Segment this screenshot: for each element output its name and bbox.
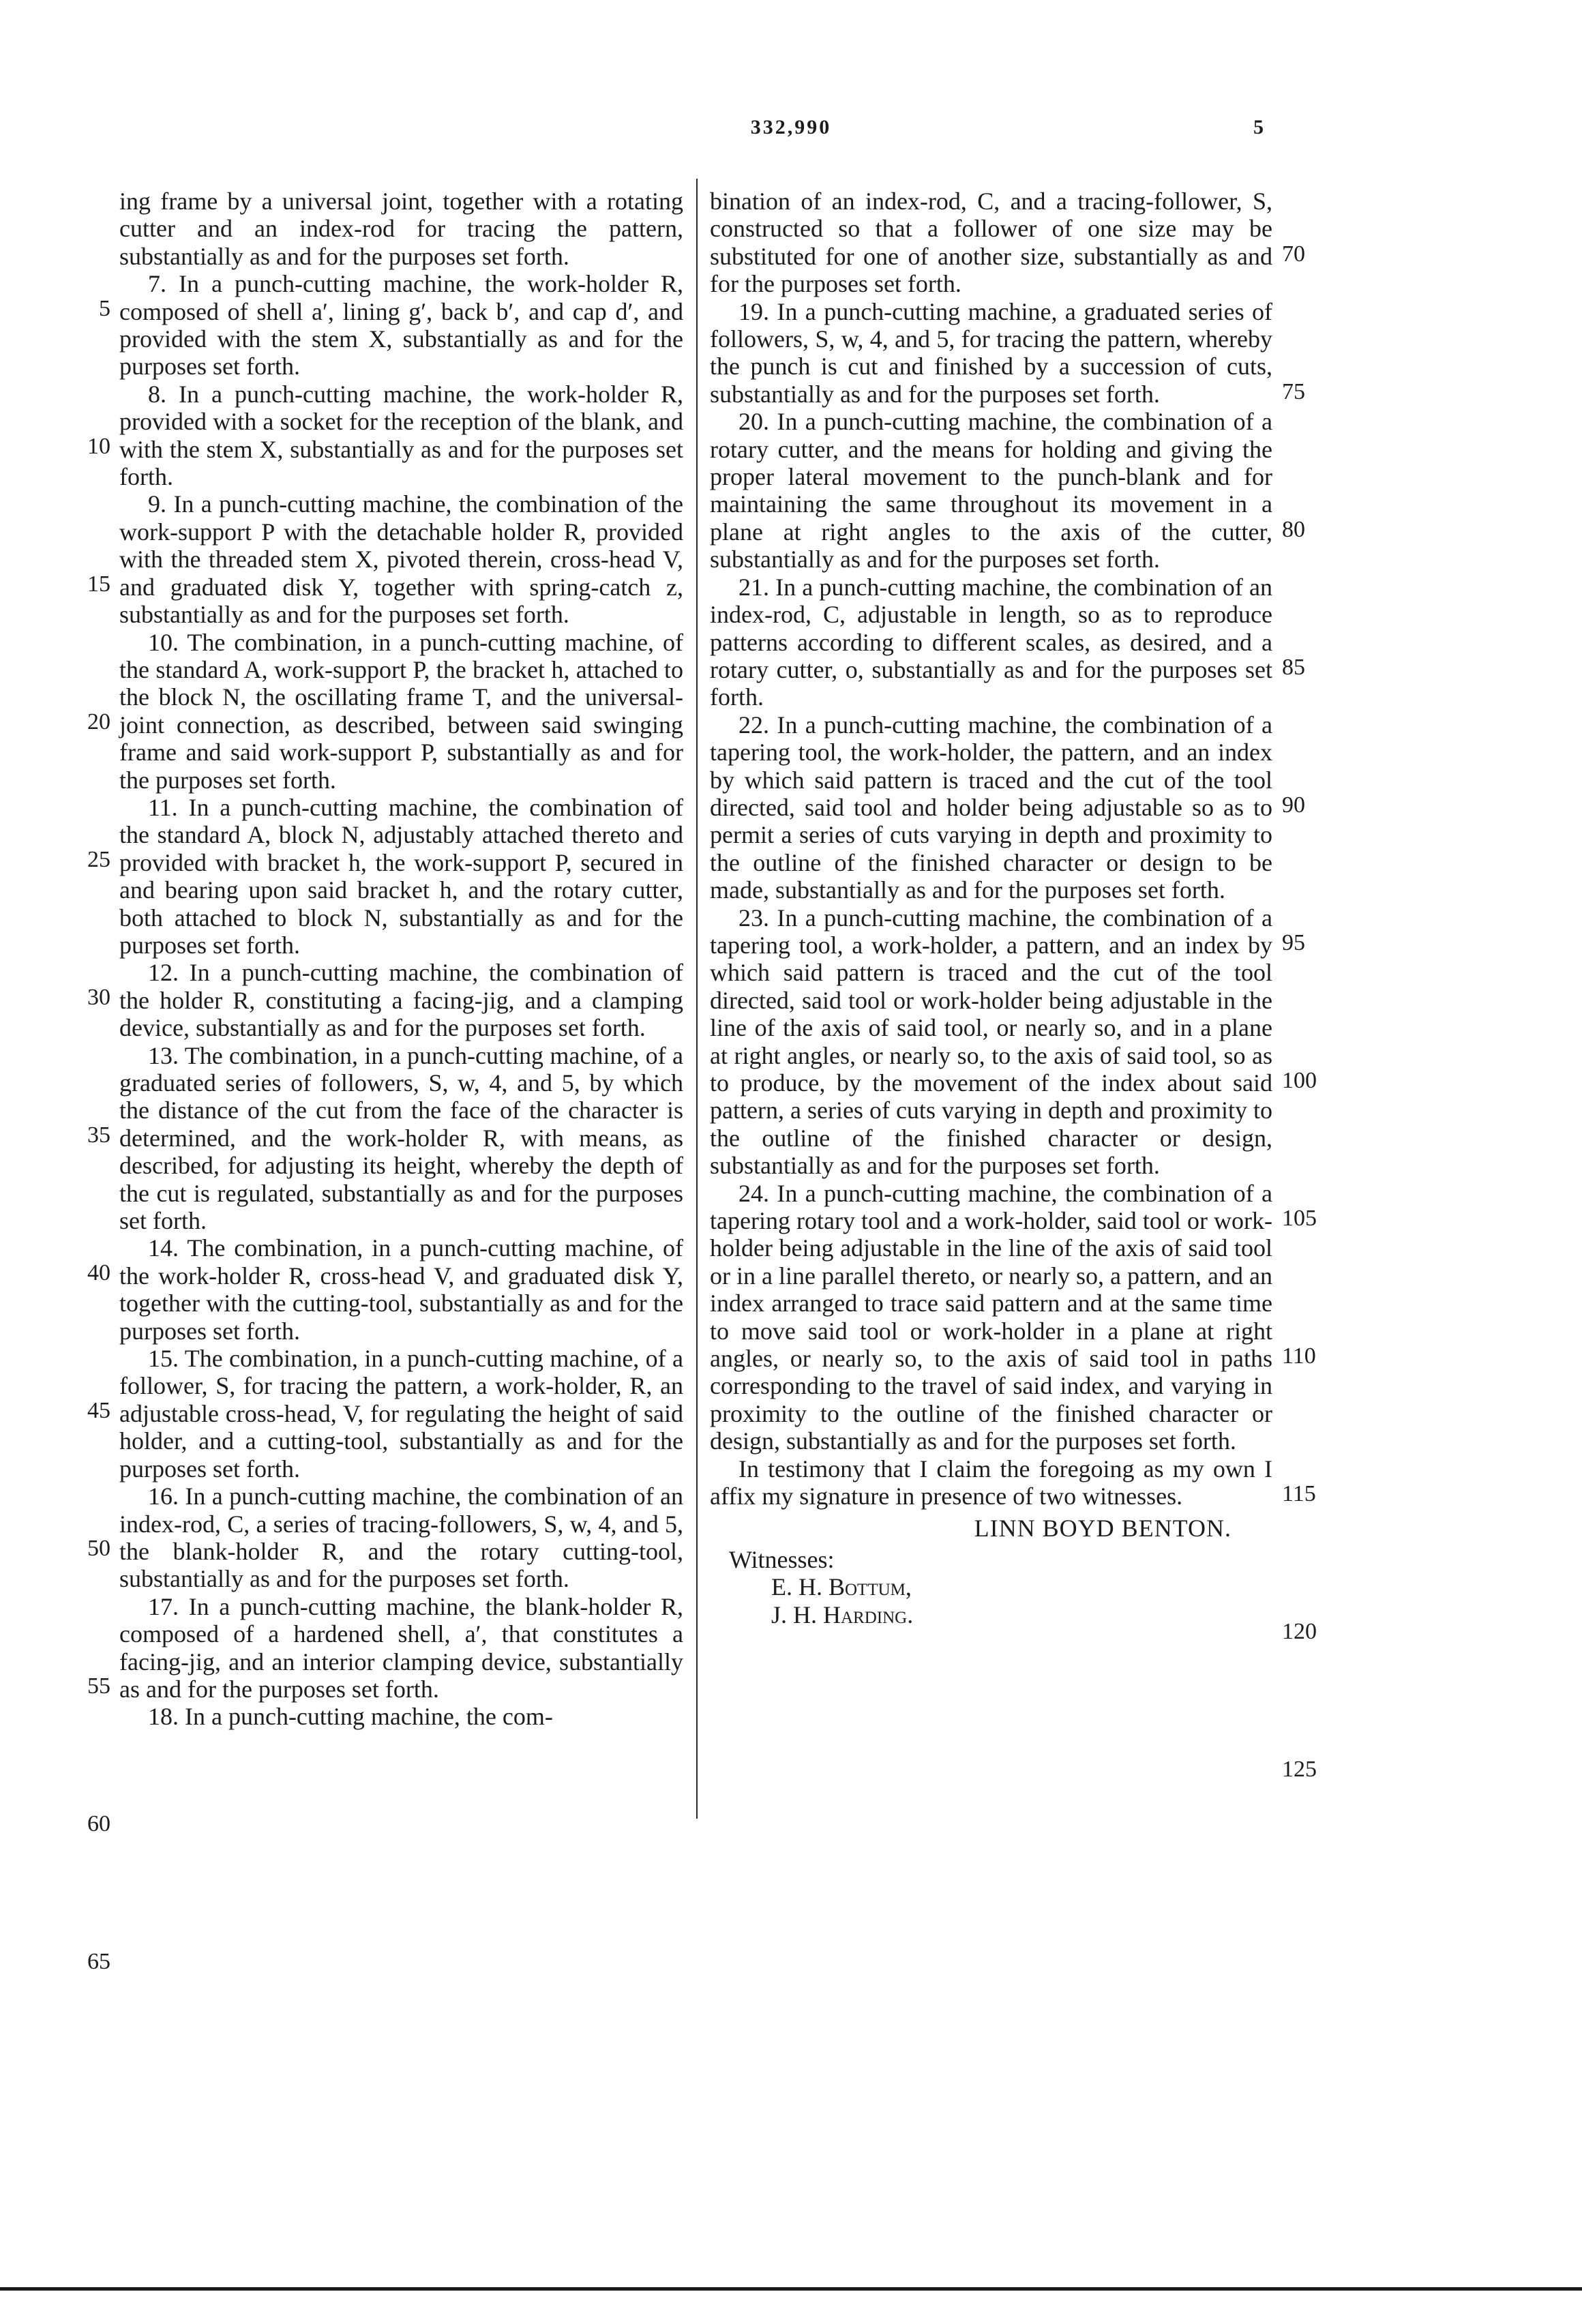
line-number: 105 <box>1282 1206 1317 1231</box>
line-number: 30 <box>87 985 110 1010</box>
line-number: 20 <box>87 709 110 734</box>
left-column <box>119 188 683 2083</box>
claim-19: 19. In a punch-cutting machine, a graduated series of followers, S, w, 4, and 5, for tracing the pattern, whereby the punch is cut and finished by a succession of cuts, substantially as and for the purposes set forth. <box>710 297 1272 408</box>
line-number: 100 <box>1282 1068 1317 1093</box>
line-number: 90 <box>1282 792 1305 818</box>
testimony-clause: In testimony that I claim the foregoing as my own I affix my signature in presence of two witnesses. <box>710 1455 1272 1510</box>
line-number: 85 <box>1282 655 1305 680</box>
line-number: 70 <box>1282 241 1305 267</box>
line-number: 25 <box>87 847 110 872</box>
patent-number: 332,990 <box>750 116 832 138</box>
claim-18-start: 18. In a punch-cutting machine, the com- <box>148 1703 553 1731</box>
line-number: 80 <box>1282 517 1305 542</box>
claim-16: 16. In a punch-cutting machine, the combination of an index-rod, C, a series of tracing-followers, S, w, 4, and 5, the blank-holder R, and the rotary cutting-tool, substantially as and for the purposes set forth. <box>119 1483 683 1593</box>
claim-18-continued: bination of an index-rod, C, and a tracing-follower, S, constructed so that a follower of one size may be substituted for one of another size, substantially as and for the purposes set forth. <box>710 188 1272 298</box>
claim-17: 17. In a punch-cutting machine, the blank-holder R, composed of a hardened shell, a′, that constitutes a facing-jig, and an interior clamping device, substantially as and for the purposes set forth. <box>119 1592 683 1703</box>
line-number: 125 <box>1282 1757 1317 1782</box>
continued-text: ing frame by a universal joint, together with a rotating cutter and an index-rod for tracing the pattern, substantially as and for the purposes set forth. <box>119 188 683 270</box>
line-number: 95 <box>1282 930 1305 955</box>
bottom-rule <box>0 2287 1582 2291</box>
column-divider <box>696 179 698 1819</box>
line-number: 35 <box>87 1122 110 1148</box>
page-number: 5 <box>1253 116 1264 138</box>
claim-20: 20. In a punch-cutting machine, the combination of a rotary cutter, and the means for holding and giving the proper lateral movement to the punch-blank and for maintaining the same throughout its movement in a plane at right angles to the axis of the cutter, substantially as and for the purposes set forth. <box>710 408 1272 573</box>
witness-name: E. H. Bottum, <box>771 1573 912 1601</box>
claim-12: 12. In a punch-cutting machine, the combination of the holder R, constituting a facing-jig, and a clamping device, substantially as and for the purposes set forth. <box>119 959 683 1042</box>
claim-8: 8. In a punch-cutting machine, the work-holder R, provided with a socket for the reception of the blank, and with the stem X, substantially as and for the purposes set forth. <box>119 380 683 491</box>
line-number: 75 <box>1282 379 1305 404</box>
inventor-signature: LINN BOYD BENTON. <box>974 1514 1232 1542</box>
claim-11: 11. In a punch-cutting machine, the combination of the standard A, block N, adjustably attached thereto and provided with bracket h, the work-support P, secured in and bearing upon said bracket h, and the rotary cutter, both attached to block N, substantially as and for the purposes set forth. <box>119 793 683 959</box>
line-number: 115 <box>1282 1481 1316 1506</box>
line-number: 120 <box>1282 1619 1317 1644</box>
line-number: 55 <box>87 1673 110 1699</box>
right-column <box>710 188 1272 2083</box>
claim-23: 23. In a punch-cutting machine, the combination of a tapering tool, a work-holder, a pattern, and an index by which said pattern is traced and the cut of the tool directed, said tool or work-holder being adjustable in the line of the axis of said tool, or nearly so, and in a plane at right angles, or nearly so, to the axis of said tool, so as to produce, by the movement of the index about said pattern, a series of cuts varying in depth and proximity to the outline of the finished character or design, substantially as and for the purposes set forth. <box>710 904 1272 1180</box>
line-number: 45 <box>87 1398 110 1423</box>
line-number: 110 <box>1282 1343 1316 1369</box>
line-number: 50 <box>87 1536 110 1561</box>
claim-21: 21. In a punch-cutting machine, the combination of an index-rod, C, adjustable in length, so as to reproduce patterns according to different scales, as desired, and a rotary cutter, o, substantially as and for the purposes set forth. <box>710 573 1272 711</box>
claim-22: 22. In a punch-cutting machine, the combination of a tapering tool, the work-holder, the pattern, and an index by which said pattern is traced and the cut of the tool directed, said tool and holder being adjustable so as to permit a series of cuts varying in depth and proximity to the outline of the finished character or design to be made, substantially as and for the purposes set forth. <box>710 711 1272 904</box>
claim-7: 7. In a punch-cutting machine, the work-holder R, composed of shell a′, lining g′, back b′, and cap d′, and provided with the stem X, substantially as and for the purposes set forth. <box>119 270 683 381</box>
line-number: 40 <box>87 1260 110 1285</box>
claim-10: 10. The combination, in a punch-cutting machine, of the standard A, work-support P, the bracket h, attached to the block N, the oscillating frame T, and the universal-joint connection, as described, between said swinging frame and said work-support P, substantially as and for the purposes set forth. <box>119 628 683 794</box>
line-number: 5 <box>99 296 110 321</box>
claim-9: 9. In a punch-cutting machine, the combination of the work-support P with the detachable holder R, provided with the threaded stem X, pivoted therein, cross-head V, and graduated disk Y, together with spring-catch z, substantially as and for the purposes set forth. <box>119 490 683 629</box>
claim-24: 24. In a punch-cutting machine, the combination of a tapering rotary tool and a work-holder, said tool or work-holder being adjustable in the line of the axis of said tool or in a line parallel thereto, or nearly so, a pattern, and an index arranged to trace said pattern and at the same time to move said tool or work-holder in a plane at right angles, or nearly so, to the axis of said tool in paths corresponding to the travel of said index, and varying in proximity to the outline of the finished character or design, substantially as and for the purposes set forth. <box>710 1179 1272 1455</box>
claim-15: 15. The combination, in a punch-cutting machine, of a follower, S, for tracing the pattern, a work-holder, R, an adjustable cross-head, V, for regulating the height of said holder, and a cutting-tool, substantially as and for the purposes set forth. <box>119 1345 683 1483</box>
claim-14: 14. The combination, in a punch-cutting machine, of the work-holder R, cross-head V, and graduated disk Y, together with the cutting-tool, substantially as and for the purposes set forth. <box>119 1234 683 1345</box>
witness-name: J. H. Harding. <box>771 1600 914 1628</box>
line-number: 15 <box>87 571 110 597</box>
line-number: 65 <box>87 1949 110 1974</box>
claim-13: 13. The combination, in a punch-cutting machine, of a graduated series of followers, S, w, 4, and 5, by which the distance of the cut from the face of the character is determined, and the work-holder R, with means, as described, for adjusting its height, whereby the depth of the cut is regulated, substantially as and for the purposes set forth. <box>119 1041 683 1235</box>
line-number: 60 <box>87 1811 110 1836</box>
witnesses-label: Witnesses: <box>729 1545 835 1573</box>
line-number: 10 <box>87 434 110 459</box>
